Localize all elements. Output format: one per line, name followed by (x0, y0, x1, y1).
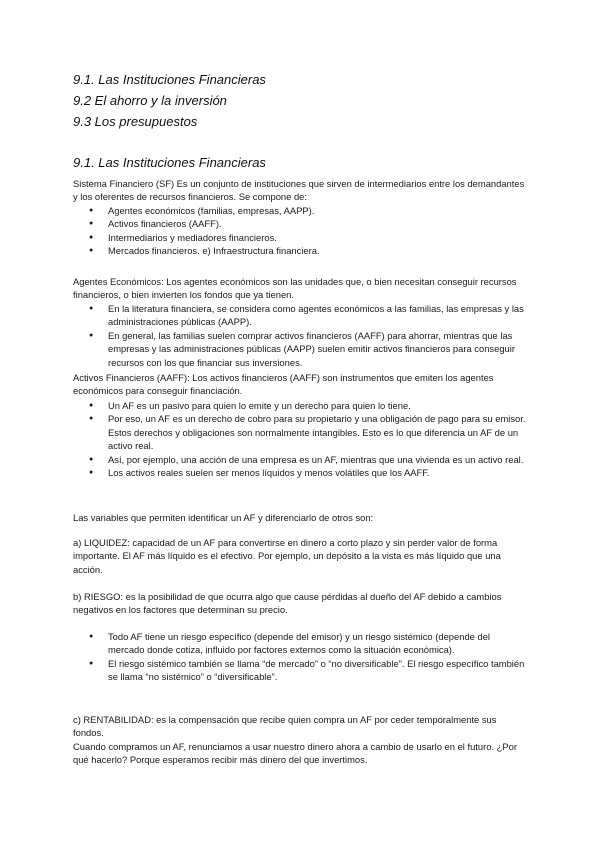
activos-financieros-paragraph: Activos Financieros (AAFF): Los activos financieros (AAFF) son instrumentos que emiten los agentes económicos para conseguir financiación. (73, 372, 494, 397)
agentes-economicos-paragraph: Agentes Económicos: Los agentes económicos son las unidades que, o bien necesitan conseguir recursos financieros, o bien invierten los fondos que ya tienen. (73, 276, 517, 301)
list-item: ● El riesgo sistémico también se llama “de mercado” o “no diversificable”. El riesgo específico también se llama “no sistémico” o “diversificable”. (89, 657, 529, 684)
list-item: ● Un AF es un pasivo para quien lo emite y un derecho para quien lo tiene. (89, 399, 529, 412)
liquidez-paragraph: a) LIQUIDEZ: capacidad de un AF para convertirse en dinero a corto plazo y sin perder valor de forma importante. El AF más líquido es el efectivo. Por ejemplo, un depósito a la vista es más líquido que una acción. (73, 537, 501, 575)
riesgo-paragraph: b) RIESGO: es la posibilidad de que ocurra algo que cause pérdidas al dueño del AF debido a cambios negativos en los factores que determinan su precio. (73, 591, 502, 616)
list-item: ● Activos financieros (AAFF). (89, 217, 529, 230)
section-heading: 9.1. Las Instituciones Financieras (73, 155, 266, 170)
sistema-financiero-paragraph: Sistema Financiero (SF) Es un conjunto de instituciones que sirven de intermediarios entre los demandantes y los oferentes de recursos financieros. Se compone de: (73, 178, 525, 203)
list-item: ● Por eso, un AF es un derecho de cobro para su propietario y una obligación de pago para su emisor. Estos derechos y obligaciones son normalmente intangibles. Esto es lo que diferencia un AF de un activo real. (89, 412, 529, 452)
sistema-financiero-list (89, 204, 529, 258)
toc-item-9-2: 9.2 El ahorro y la inversión (73, 93, 227, 108)
list-item: ● En general, las familias suelen comprar activos financieros (AAFF) para ahorrar, mientras que las empresas y las administraciones públicas (AAPP) suelen emitir activos financieros para conseguir recursos con los que financiar sus inversiones. (89, 329, 529, 369)
rentabilidad-paragraph: c) RENTABILIDAD: es la compensación que recibe quien compra un AF por ceder temporalmente sus fondos. (73, 714, 497, 739)
final-paragraph: Cuando compramos un AF, renunciamos a usar nuestro dinero ahora a cambio de usarlo en el futuro. ¿Por qué hacerlo? Porque esperamos recibir más dinero del que invertimos. (73, 741, 517, 766)
list-item: ● Los activos reales suelen ser menos líquidos y menos volátiles que los AAFF. (89, 466, 529, 479)
agentes-economicos-list (89, 302, 529, 369)
list-item: ● Agentes económicos (familias, empresas, AAPP). (89, 204, 529, 217)
list-item: ● Intermediarios y mediadores financieros. (89, 231, 529, 244)
list-item: ● Mercados financieros. e) Infraestructura financiera. (89, 244, 529, 257)
toc-item-9-3: 9.3 Los presupuestos (73, 114, 198, 129)
activos-financieros-list (89, 399, 529, 479)
riesgo-list (89, 630, 529, 684)
list-item: ● En la literatura financiera, se considera como agentes económicos a las familias, las empresas y las administraciones públicas (AAPP). (89, 302, 529, 329)
toc-item-9-1: 9.1. Las Instituciones Financieras (73, 72, 266, 87)
variables-paragraph: Las variables que permiten identificar un AF y diferenciarlo de otros son: (73, 512, 374, 523)
list-item: ● Así, por ejemplo, una acción de una empresa es un AF, mientras que una vivienda es un activo real. (89, 453, 529, 466)
list-item: ● Todo AF tiene un riesgo específico (depende del emisor) y un riesgo sistémico (depende del mercado donde cotiza, influido por factores externos como la situación económica). (89, 630, 529, 657)
